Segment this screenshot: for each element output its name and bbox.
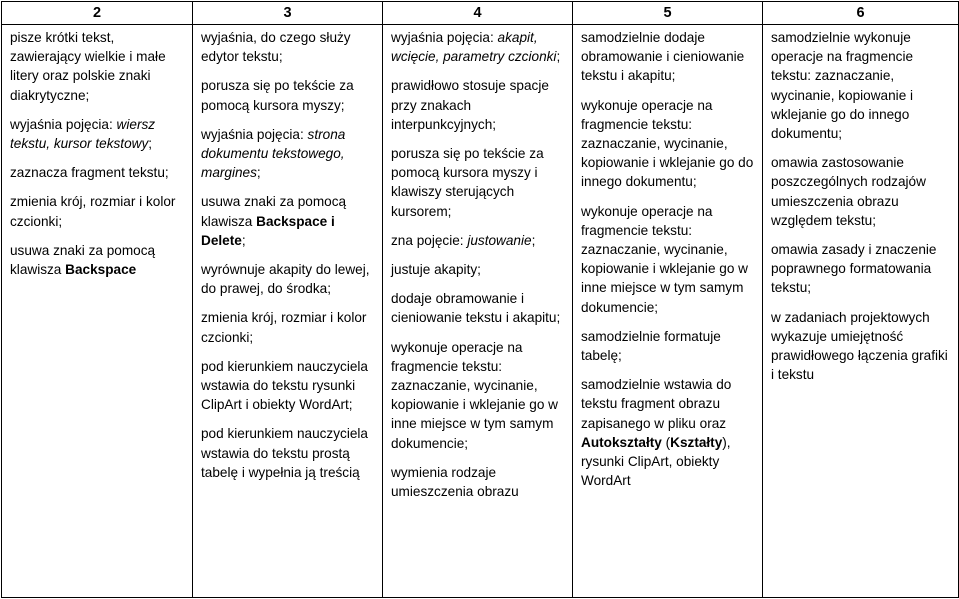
requirement-item: [10, 163, 186, 182]
requirement-item: [581, 202, 756, 317]
column-header: 3: [193, 2, 383, 25]
requirement-text: zmienia krój, rozmiar i kolor czcionki;: [201, 310, 367, 345]
requirement-text: i Delete: [201, 213, 335, 248]
requirement-item: [201, 260, 376, 298]
requirement-item: [10, 28, 186, 105]
requirement-item: [581, 28, 756, 86]
column-header: 2: [2, 2, 193, 25]
requirement-text: wyrównuje akapity do lewej, do prawej, do środka;: [201, 262, 370, 297]
requirement-item: [771, 308, 952, 385]
requirement-item: [771, 28, 952, 143]
requirement-item: [201, 76, 376, 114]
requirement-item: [201, 308, 376, 346]
requirement-text: strona dokumentu tekstowego, margines: [201, 126, 346, 181]
requirement-text: wyjaśnia pojęcia:: [391, 30, 498, 45]
requirement-text: pod kierunkiem nauczyciela wstawia do tekstu rysunki ClipArt i obiekty WordArt;: [201, 358, 368, 413]
requirement-item: [391, 76, 566, 134]
requirement-item: [10, 115, 186, 153]
requirement-item: [201, 357, 376, 415]
requirement-text: Kształty: [670, 434, 723, 450]
requirement-text: w zadaniach projektowych wykazuje umiejętność prawidłowego łączenia grafiki i tekstu: [771, 309, 948, 383]
requirement-text: samodzielnie formatuje tabelę;: [581, 328, 721, 364]
requirement-text: ;: [241, 232, 246, 248]
requirement-text: dodaje obramowanie i cieniowanie tekstu i akapitu;: [391, 291, 561, 326]
requirement-item: [201, 125, 376, 183]
requirement-text: zna pojęcie:: [391, 232, 468, 248]
requirement-text: ), rysunki ClipArt, obiekty WordArt: [581, 434, 731, 489]
column-header: 6: [763, 2, 959, 25]
column-header: 4: [383, 2, 573, 25]
requirement-text: akapit, wcięcie, parametry czcionki: [391, 30, 557, 65]
column-cell: [193, 25, 383, 598]
requirement-text: Backspace: [256, 213, 328, 229]
requirement-text: omawia zasady i znaczenie poprawnego formatowania tekstu;: [771, 242, 937, 296]
requirement-text: Autokształty: [581, 434, 662, 450]
requirement-item: [391, 231, 566, 250]
requirement-text: wykonuje operacje na fragmencie tekstu: zaznaczanie, wycinanie, kopiowanie i wklejanie go w inne miejsce w tym samym dokumencie;: [391, 339, 558, 451]
requirement-item: [391, 289, 566, 327]
requirement-item: [391, 338, 566, 453]
requirement-text: wyjaśnia pojęcia:: [201, 126, 308, 142]
column-cell: [383, 25, 573, 598]
requirement-item: [10, 192, 186, 230]
requirement-text: pisze krótki tekst, zawierający wielkie i małe litery oraz polskie znaki diakrytyczne;: [10, 30, 166, 103]
requirement-text: omawia zastosowanie poszczególnych rodzajów umieszczenia obrazu względem tekstu;: [771, 155, 926, 228]
requirement-item: [201, 424, 376, 482]
requirement-item: [771, 240, 952, 298]
requirement-text: ;: [148, 136, 153, 152]
requirement-text: justowanie: [467, 232, 532, 248]
requirement-text: porusza się po tekście za pomocą kursora myszy;: [201, 78, 354, 113]
requirement-text: wykonuje operacje na fragmencie tekstu: zaznaczanie, wycinanie, kopiowanie i wklejanie go w inne miejsce w tym samym dokumencie;: [581, 203, 748, 315]
column-cell: [573, 25, 763, 598]
requirement-text: (: [661, 434, 671, 450]
requirement-item: [581, 327, 756, 365]
content-row: [2, 25, 959, 598]
requirement-item: [581, 96, 756, 192]
requirement-item: [10, 241, 186, 279]
requirement-text: wyjaśnia pojęcia:: [10, 116, 117, 132]
requirement-text: zmienia krój, rozmiar i kolor czcionki;: [10, 194, 176, 229]
requirement-text: wiersz tekstu, kursor tekstowy: [10, 116, 156, 152]
requirement-item: [771, 153, 952, 230]
requirement-item: [201, 192, 376, 250]
requirement-text: samodzielnie wykonuje operacje na fragmencie tekstu: zaznaczanie, wycinanie, kopiowanie i wklejanie go do innego dokumentu;: [771, 30, 914, 142]
requirement-text: justuje akapity;: [391, 262, 481, 278]
requirement-item: [391, 463, 566, 501]
requirement-text: usuwa znaki za pomocą klawisza: [10, 242, 156, 278]
requirement-text: pod kierunkiem nauczyciela wstawia do tekstu prostą tabelę i wypełnia ją treścią: [201, 426, 368, 480]
requirement-item: [391, 260, 566, 279]
requirement-text: porusza się po tekście za pomocą kursora myszy i klawiszy sterujących kursorem;: [391, 146, 544, 219]
requirement-text: usuwa znaki za pomocą klawisza: [201, 194, 347, 229]
requirements-table: [1, 1, 959, 598]
requirement-text: wymienia rodzaje umieszczenia obrazu: [391, 464, 519, 500]
column-header: 5: [573, 2, 763, 25]
requirement-text: ;: [556, 49, 561, 65]
requirement-text: wyjaśnia, do czego służy edytor tekstu;: [201, 30, 351, 65]
column-cell: [2, 25, 193, 598]
requirement-item: [391, 144, 566, 221]
column-cell: [763, 25, 959, 598]
requirement-item: [201, 28, 376, 66]
requirement-text: zaznacza fragment tekstu;: [10, 165, 169, 181]
requirement-text: samodzielnie wstawia do tekstu fragment obrazu zapisanego w pliku oraz: [581, 377, 732, 431]
requirement-text: ;: [531, 232, 536, 248]
requirement-text: wykonuje operacje na fragmencie tekstu: zaznaczanie, wycinanie, kopiowanie i wklejanie go do innego dokumentu;: [581, 97, 754, 190]
requirement-text: samodzielnie dodaje obramowanie i cieniowanie tekstu i akapitu;: [581, 30, 745, 84]
requirement-text: ;: [256, 165, 261, 181]
requirement-text: Backspace: [65, 262, 137, 278]
requirement-item: [391, 28, 566, 66]
requirement-text: prawidłowo stosuje spacje przy znakach interpunkcyjnych;: [391, 78, 549, 132]
requirement-item: [581, 375, 756, 490]
header-row: [2, 2, 959, 25]
